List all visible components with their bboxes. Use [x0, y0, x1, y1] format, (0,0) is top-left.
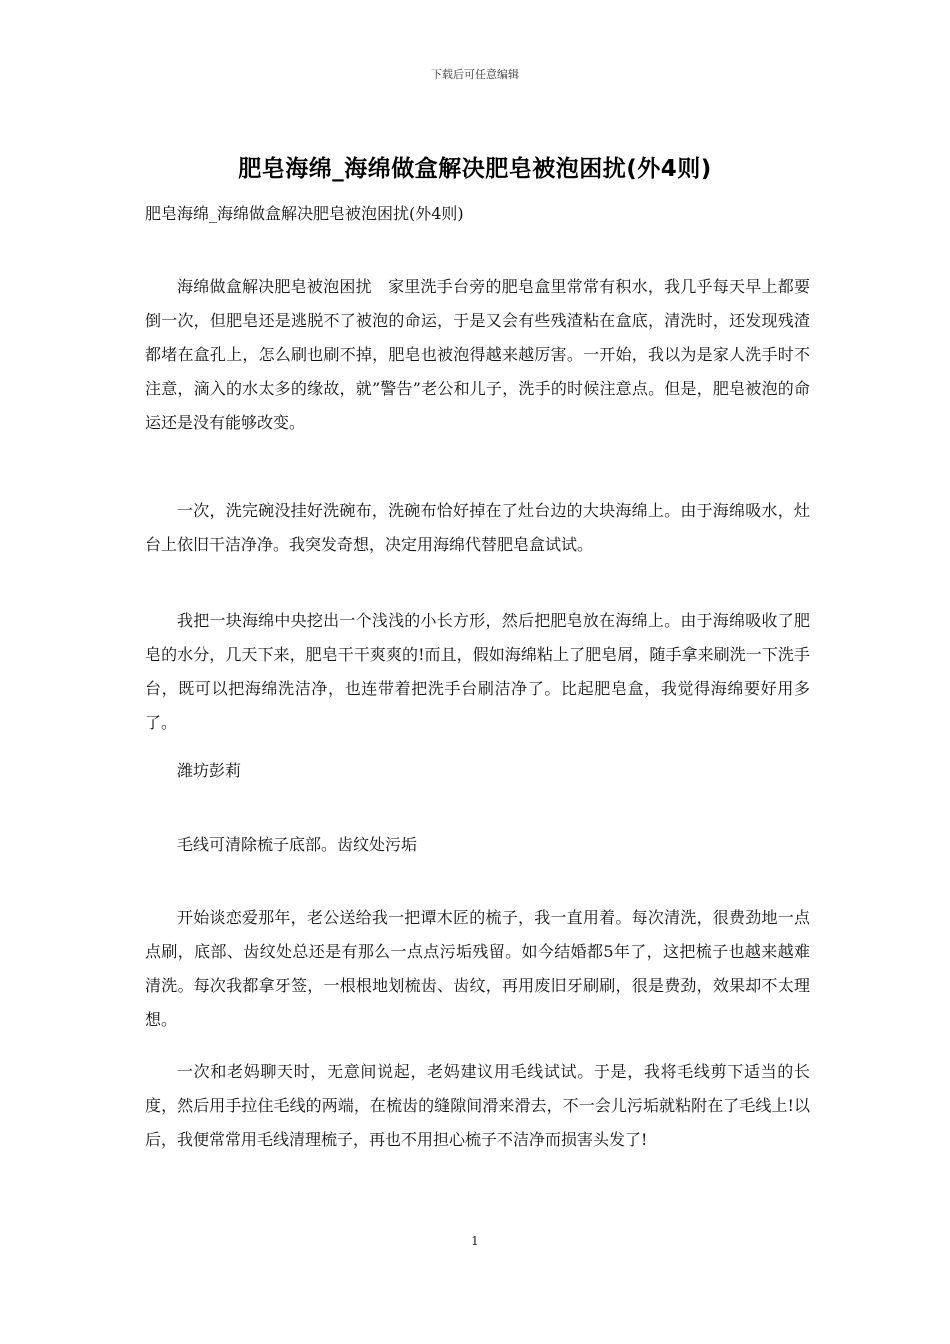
paragraph-comb-problem — [145, 901, 810, 1037]
paragraph-text: 我把一块海绵中央挖出一个浅浅的小长方形，然后把肥皂放在海绵上。由于海绵吸收了肥皂的水分，几天下来，肥皂干干爽爽的!而且，假如海绵粘上了肥皂屑，随手拿来刷洗一下洗手台，既可以把海绵洗洁净，也连带着把洗手台刷洁净了。比起肥皂盒，我觉得海绵要好用多了。 — [145, 611, 810, 732]
paragraph-text: 海绵做盒解决肥皂被泡困扰 家里洗手台旁的肥皂盒里常常有积水，我几乎每天早上都要倒一次，但肥皂还是逃脱不了被泡的命运，于是又会有些残渣粘在盒底，清洗时，还发现残渣都堵在盒孔上，怎么刷也刷不掉，肥皂也被泡得越来越厉害。一开始，我以为是家人洗手时不注意，滴入的水太多的缘故，就”警告”老公和儿子，洗手的时候注意点。但是，肥皂被泡的命运还是没有能够改变。 — [145, 277, 810, 432]
paragraph-text: 毛线可清除梳子底部。齿纹处污垢 — [177, 835, 418, 854]
paragraph-author-signature — [145, 754, 810, 788]
paragraph-text: 开始谈恋爱那年，老公送给我一把谭木匠的梳子，我一直用着。每次清洗，很费劲地一点点刷，底部、齿纹处总还是有那么一点点污垢残留。如今结婚都5年了，这把梳子也越来越难清洗。每次我都拿牙签，一根根地划梳齿、齿纹，再用废旧牙刷刷，很是费劲，效果却不太理想。 — [145, 908, 810, 1029]
paragraph-sponge-intro — [145, 270, 810, 440]
paragraph-text: 潍坊彭莉 — [177, 761, 242, 780]
paragraph-yarn-solution — [145, 1055, 810, 1157]
paragraph-text: 一次和老妈聊天时，无意间说起，老妈建议用毛线试试。于是，我将毛线剪下适当的长度，然后用手拉住毛线的两端，在梳齿的缝隙间滑来滑去，不一会儿污垢就粘附在了毛线上!以后，我便常常用毛线清理梳子，再也不用担心梳子不洁净而损害头发了! — [145, 1062, 810, 1149]
document-subtitle: 肥皂海绵_海绵做盒解决肥皂被泡困扰(外4则) — [145, 204, 464, 223]
page-number: 1 — [471, 1234, 479, 1248]
paragraph-sponge-discovery — [145, 494, 810, 562]
header-note: 下载后可任意编辑 — [431, 68, 519, 81]
document-title: 肥皂海绵_海绵做盒解决肥皂被泡困扰(外4则) — [238, 156, 712, 182]
section-heading-yarn-comb — [145, 828, 810, 862]
paragraph-sponge-method — [145, 604, 810, 740]
paragraph-text: 一次，洗完碗没挂好洗碗布，洗碗布恰好掉在了灶台边的大块海绵上。由于海绵吸水，灶台上依旧干洁净净。我突发奇想，决定用海绵代替肥皂盒试试。 — [145, 501, 810, 554]
